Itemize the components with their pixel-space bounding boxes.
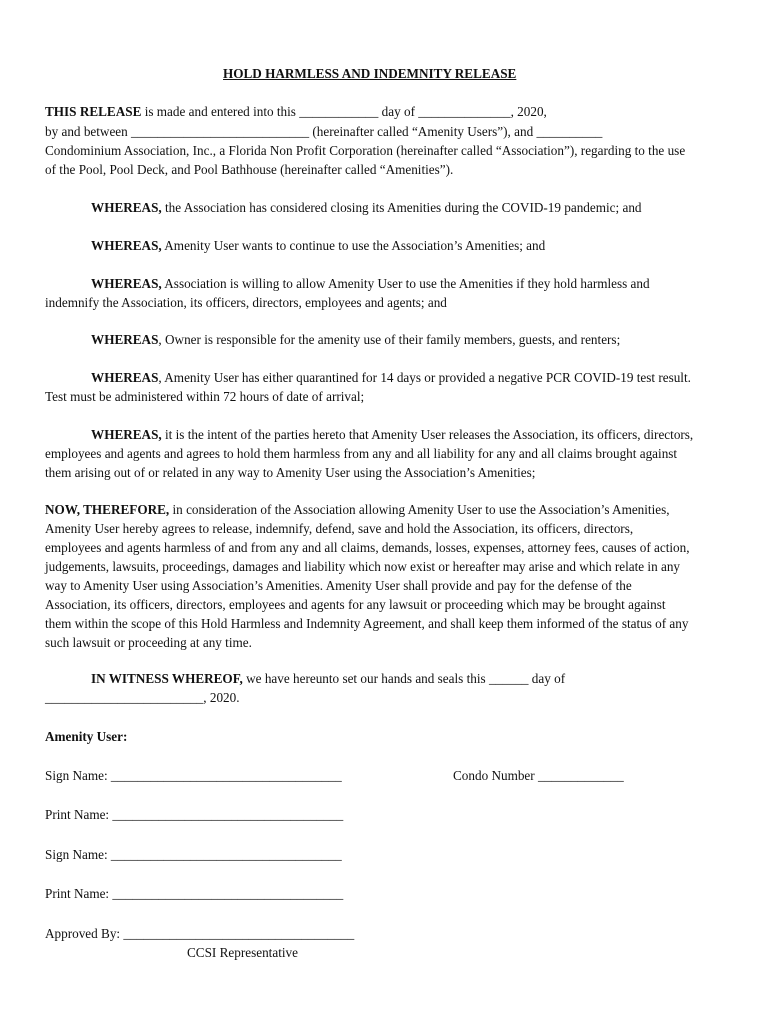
now-therefore-text: in consideration of the Association allowing Amenity User to use the Association’s Amenities, — [169, 502, 670, 517]
sign-name-field-2[interactable]: Sign Name: ___________________________________ — [45, 847, 342, 862]
representative-caption: CCSI Representative — [187, 945, 298, 960]
whereas-lead: WHEREAS — [91, 332, 159, 347]
whereas-text: , Owner is responsible for the amenity use of their family members, guests, and renters; — [158, 332, 621, 347]
condo-number-field[interactable]: Condo Number _____________ — [453, 768, 624, 783]
whereas-text: the Association has considered closing its Amenities during the COVID-19 pandemic; and — [161, 200, 642, 215]
witness-line-2: ________________________, 2020. — [45, 690, 240, 705]
whereas-text: Association is willing to allow Amenity User to use the Amenities if they hold harmless and — [161, 276, 650, 291]
intro-line-1 — [45, 102, 547, 121]
now-therefore-line-7: them within the scope of this Hold Harmless and Indemnity Agreement, and shall keep them informed of the status of any — [45, 616, 689, 631]
whereas-lead: WHEREAS — [91, 370, 159, 385]
whereas-5-line-2: Test must be administered within 72 hours of date of arrival; — [45, 389, 365, 404]
witness-lead: IN WITNESS WHEREOF, — [91, 671, 243, 686]
whereas-6-line-2: employees and agents and agrees to hold them harmless from any and all liability for any and all claims brought against — [45, 446, 678, 461]
print-name-field-1[interactable]: Print Name: ___________________________________ — [45, 807, 344, 822]
whereas-4 — [91, 330, 620, 349]
now-therefore-line-2: Amenity User hereby agrees to release, indemnify, defend, save and hold the Association, its officers, directors, — [45, 521, 634, 536]
sign-name-field-1[interactable]: Sign Name: ___________________________________ — [45, 768, 342, 783]
now-therefore-line-1 — [45, 500, 670, 519]
approved-by-field[interactable]: Approved By: ___________________________________ — [45, 926, 355, 941]
now-therefore-line-6: Association, its officers, directors, employees and agents for any lawsuit or proceeding which may be brought against — [45, 597, 666, 612]
whereas-6-line-3: them arising out of or related in any way to Amenity User using the Association’s Amenities; — [45, 465, 536, 480]
now-therefore-line-8: such lawsuit or proceeding at any time. — [45, 635, 252, 650]
whereas-lead: WHEREAS, — [91, 200, 162, 215]
intro-text-1: is made and entered into this ____________ day of ______________, 2020, — [141, 104, 547, 119]
now-therefore-line-4: judgements, lawsuits, proceedings, damages and liability which now exist or hereafter may arise and which relate in any — [45, 559, 681, 574]
now-therefore-line-3: employees and agents harmless of and from any and all claims, demands, losses, expenses, attorney fees, causes of action, — [45, 540, 690, 555]
whereas-lead: WHEREAS, — [91, 427, 162, 442]
now-therefore-lead: NOW, THEREFORE, — [45, 502, 170, 517]
whereas-lead: WHEREAS, — [91, 238, 162, 253]
intro-line-4: of the Pool, Pool Deck, and Pool Bathhouse (hereinafter called “Amenities”). — [45, 162, 454, 177]
intro-lead: THIS RELEASE — [45, 104, 142, 119]
intro-line-3: Condominium Association, Inc., a Florida Non Profit Corporation (hereinafter called “Association”), regarding to the use — [45, 143, 686, 158]
witness-line-1 — [91, 669, 565, 688]
print-name-field-2[interactable]: Print Name: ___________________________________ — [45, 886, 344, 901]
whereas-6 — [91, 425, 693, 444]
whereas-1 — [91, 198, 642, 217]
whereas-3 — [91, 274, 650, 293]
whereas-2 — [91, 236, 545, 255]
whereas-text: it is the intent of the parties hereto that Amenity User releases the Association, its officers, directors, — [161, 427, 694, 442]
document-title: HOLD HARMLESS AND INDEMNITY RELEASE — [223, 66, 517, 81]
whereas-text: , Amenity User has either quarantined for 14 days or provided a negative PCR COVID-19 test result. — [158, 370, 691, 385]
whereas-5 — [91, 368, 691, 387]
signature-heading: Amenity User: — [45, 729, 128, 744]
whereas-3-line-2: indemnify the Association, its officers, directors, employees and agents; and — [45, 295, 447, 310]
whereas-lead: WHEREAS, — [91, 276, 162, 291]
now-therefore-line-5: way to Amenity User using Association’s Amenities. Amenity User shall provide and pay for the defense of the — [45, 578, 632, 593]
witness-text: we have hereunto set our hands and seals this ______ day of — [242, 671, 566, 686]
intro-line-2: by and between ___________________________ (hereinafter called “Amenity Users”), and __________ — [45, 124, 603, 139]
whereas-text: Amenity User wants to continue to use the Association’s Amenities; and — [161, 238, 546, 253]
